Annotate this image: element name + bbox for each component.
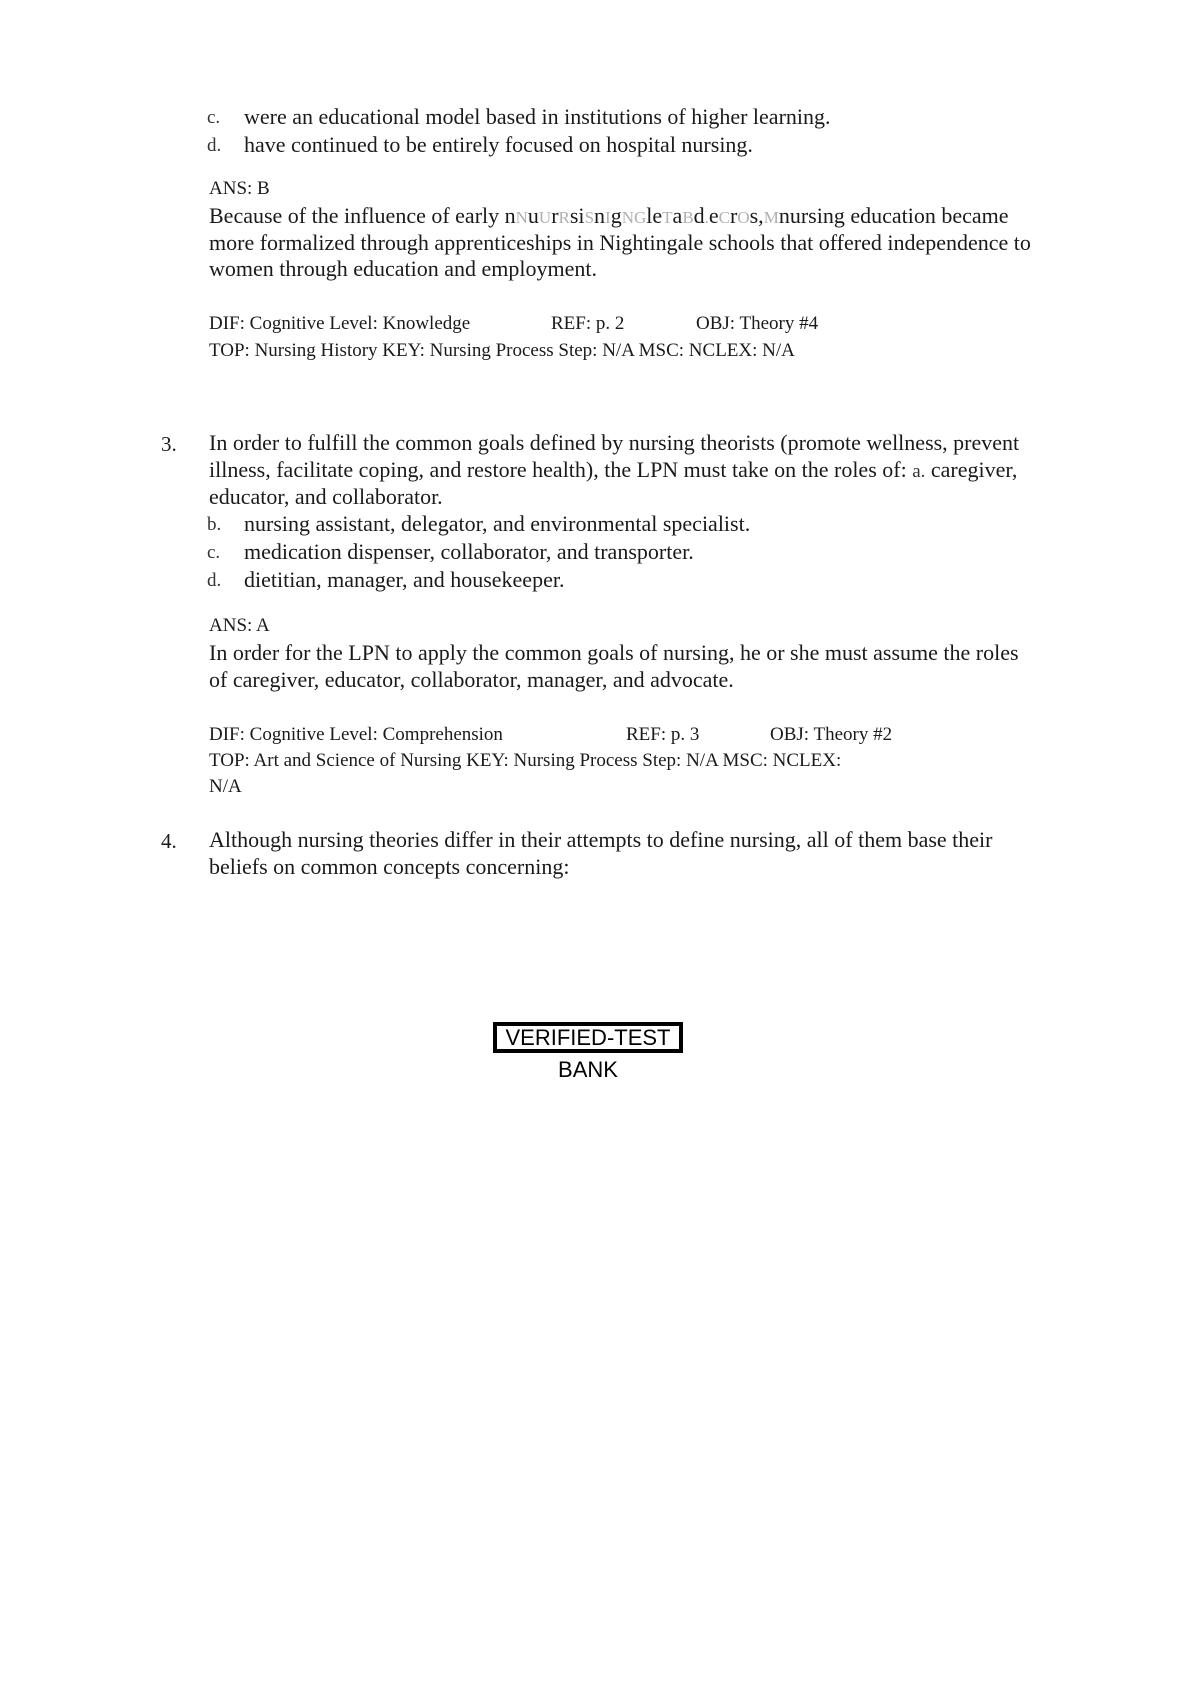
ghost-letter: N [515, 208, 528, 227]
question-number: 3. [161, 432, 177, 456]
ghost-letter: NG [621, 208, 647, 227]
ghost-letter: R [558, 208, 570, 227]
meta-obj: OBJ: Theory #2 [770, 724, 893, 745]
option-text: nursing assistant, delegator, and environmental specialist. [244, 511, 751, 536]
meta-dif: DIF: Cognitive Level: Knowledge [209, 313, 471, 334]
option-letter: d. [207, 570, 222, 591]
ghost-letter: B [682, 208, 694, 227]
option-letter: a. [912, 461, 926, 482]
text-fragment: n [594, 203, 606, 228]
meta-line: N/A [209, 776, 242, 797]
text-fragment: s, [749, 203, 764, 228]
ghost-letter: M [763, 208, 779, 227]
watermark-box: VERIFIED-TEST [493, 1022, 683, 1053]
text-fragment: si [569, 203, 585, 228]
ghost-letter: I [605, 208, 611, 227]
option-letter: d. [207, 135, 222, 156]
text-fragment: g [610, 203, 622, 228]
text-fragment: r [551, 203, 559, 228]
question-stem-line: In order to fulfill the common goals defined by nursing theorists (promote wellness, prevent [209, 430, 1020, 455]
rationale-line: of caregiver, educator, collaborator, manager, and advocate. [209, 667, 734, 692]
meta-obj: OBJ: Theory #4 [696, 313, 819, 334]
text-fragment: r [730, 203, 738, 228]
option-text: were an educational model based in institutions of higher learning. [244, 104, 831, 129]
question-number: 4. [161, 829, 177, 853]
meta-dif: DIF: Cognitive Level: Comprehension [209, 724, 503, 745]
question-stem-line [209, 456, 1017, 485]
option-text: have continued to be entirely focused on hospital nursing. [244, 132, 753, 157]
rationale-line: women through education and employment. [209, 256, 597, 281]
ghost-letter: . [704, 208, 709, 227]
option-letter: c. [207, 542, 221, 563]
ghost-letter: U [538, 208, 552, 227]
text-fragment: e [708, 203, 719, 228]
ghost-letter: T [662, 208, 673, 227]
ghost-letter: C [718, 208, 731, 227]
rationale-line [209, 202, 1009, 231]
text-fragment: le [646, 203, 663, 228]
meta-line: TOP: Nursing History KEY: Nursing Process Step: N/A MSC: NCLEX: N/A [209, 340, 795, 361]
option-text: medication dispenser, collaborator, and transporter. [244, 539, 694, 564]
stem-text: illness, facilitate coping, and restore health), the LPN must take on the roles of: [209, 457, 907, 482]
option-text: dietitian, manager, and housekeeper. [244, 567, 565, 592]
question-stem-line: educator, and collaborator. [209, 484, 443, 509]
option-letter: c. [207, 107, 221, 128]
meta-ref: REF: p. 2 [551, 313, 625, 334]
question-stem-line: Although nursing theories differ in their attempts to define nursing, all of them base their [209, 827, 993, 852]
ghost-letter: O [737, 208, 750, 227]
rationale-text: nursing education became [778, 203, 1009, 228]
ghost-letter: S [584, 208, 595, 227]
text-fragment: a [672, 203, 683, 228]
question-stem-line: beliefs on common concepts concerning: [209, 854, 570, 879]
text-fragment: d [693, 203, 705, 228]
meta-line: TOP: Art and Science of Nursing KEY: Nursing Process Step: N/A MSC: NCLEX: [209, 750, 842, 771]
rationale-line: more formalized through apprenticeships in Nightingale schools that offered independence to [209, 230, 1031, 255]
meta-ref: REF: p. 3 [626, 724, 700, 745]
option-letter: b. [207, 514, 222, 535]
answer-label: ANS: B [209, 178, 270, 199]
text-fragment: u [527, 203, 539, 228]
watermark-subtext: BANK [558, 1057, 618, 1082]
garbled-watermark-text [516, 203, 779, 228]
rationale-text: Because of the influence of early n [209, 203, 516, 228]
option-text: caregiver, [930, 457, 1018, 482]
rationale-line: In order for the LPN to apply the common goals of nursing, he or she must assume the roles [209, 640, 1019, 665]
answer-label: ANS: A [209, 615, 270, 636]
